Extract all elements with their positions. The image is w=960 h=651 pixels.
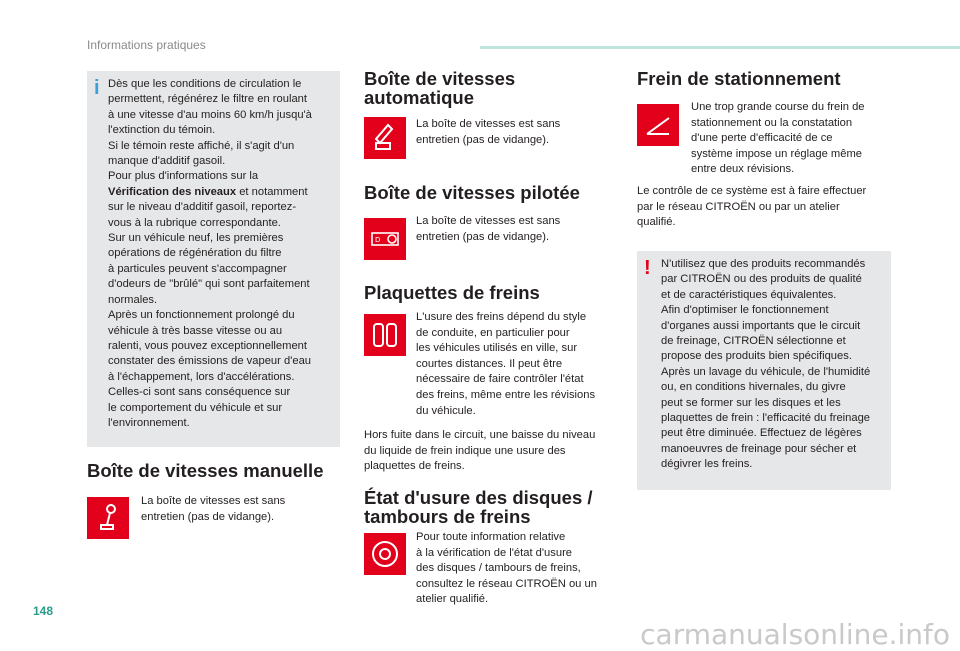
title-line: automatique <box>364 87 474 108</box>
warning-line: dégivrer les freins. <box>661 458 753 471</box>
warning-line: Après un lavage du véhicule, de l'humidité <box>661 365 871 378</box>
title-line: État d'usure des disques / <box>364 487 593 508</box>
text-line: de conduite, en particulier pour <box>416 326 570 339</box>
manual-gearbox-icon <box>87 497 129 539</box>
text-line: des freins, même entre les révisions <box>416 388 596 401</box>
brake-pads-title: Plaquettes de freins <box>364 282 540 303</box>
parking-brake-title: Frein de stationnement <box>637 68 841 89</box>
text-line: atelier qualifié. <box>416 593 489 606</box>
note-after-bold: et notamment <box>236 185 308 198</box>
note-line: Sur un véhicule neuf, les premières <box>108 232 284 245</box>
text-line: Une trop grande course du frein de <box>691 101 865 113</box>
discs-icon <box>364 533 406 575</box>
title-line: Boîte de vitesses <box>364 68 516 89</box>
warning-line: peut se former sur les disques et les <box>661 396 841 409</box>
note-line: permettent, régénérez le filtre en roulant <box>108 93 307 106</box>
warning-line: ou, en conditions hivernales, du givre <box>661 381 846 394</box>
text-line: les véhicules utilisés en ville, sur <box>416 342 578 355</box>
note-line <box>108 185 334 200</box>
note-line: vous à la rubrique correspondante. <box>108 216 281 229</box>
page-number: 148 <box>33 604 54 618</box>
note-line: opérations de régénération du filtre <box>108 247 282 260</box>
warning-line: par CITROËN ou des produits de qualité <box>661 273 862 286</box>
text-line: La boîte de vitesses est sans <box>416 118 561 130</box>
note-line: à l'échappement, lors d'accélérations. <box>108 370 295 383</box>
note-line: manque d'additif gasoil. <box>108 155 226 168</box>
text-line: entretien (pas de vidange). <box>416 230 550 243</box>
note-line: Pour plus d'informations sur la <box>108 170 259 183</box>
warning-line: propose des produits bien spécifiques. <box>661 350 852 363</box>
text-line: Le contrôle de ce système est à faire effectuer <box>637 185 867 197</box>
text-line: nécessaire de faire contrôler l'état <box>416 373 584 386</box>
note-line: à une vitesse d'au moins 60 km/h jusqu'à <box>108 108 312 121</box>
warning-line: manoeuvres de freinage pour sécher et <box>661 442 857 455</box>
note-line: à particules peuvent s'accompagner <box>108 262 287 275</box>
piloted-gearbox-title: Boîte de vitesses pilotée <box>364 182 580 203</box>
warning-box <box>637 251 891 490</box>
warning-icon: ! <box>644 257 651 279</box>
title-line: tambours de freins <box>364 506 531 527</box>
info-note-text <box>108 77 334 431</box>
note-line: Si le témoin reste affiché, il s'agit d'un <box>108 139 295 152</box>
text-line: L'usure des freins dépend du style <box>416 311 587 323</box>
note-line: sur le niveau d'additif gasoil, reportez- <box>108 201 297 214</box>
discs-title <box>364 488 593 526</box>
note-line: constater des émissions de vapeur d'eau <box>108 355 312 368</box>
warning-line: peut être diminuée. Effectuez de légères <box>661 427 862 440</box>
brake-pads-icon <box>364 314 406 356</box>
manual-gearbox-text <box>141 494 331 525</box>
svg-text:D: D <box>375 236 381 244</box>
piloted-gearbox-text <box>416 214 606 245</box>
text-line: entretien (pas de vidange). <box>141 510 275 523</box>
note-line: ralenti, vous pouvez exceptionnellement <box>108 339 308 352</box>
note-line: l'environnement. <box>108 416 190 429</box>
note-line: Dès que les conditions de circulation le <box>108 78 302 90</box>
text-line: d'une perte d'efficacité de ce <box>691 132 833 145</box>
warning-line: de freinage, CITROËN sélectionne et <box>661 335 846 348</box>
warning-line: plaquettes de frein : l'efficacité du freinage <box>661 412 871 425</box>
piloted-gearbox-icon <box>364 218 406 260</box>
text-line: du liquide de frein indique une usure des <box>364 444 566 457</box>
brake-pads-extra <box>364 428 624 475</box>
note-line: l'extinction du témoin. <box>108 124 216 137</box>
warning-line: d'organes aussi importants que le circuit <box>661 319 861 332</box>
manual-gearbox-title: Boîte de vitesses manuelle <box>87 460 324 481</box>
text-line: entre deux révisions. <box>691 163 795 176</box>
note-line: véhicule à très basse vitesse ou au <box>108 324 283 337</box>
text-line: système impose un réglage même <box>691 147 862 160</box>
automatic-gearbox-icon <box>364 117 406 159</box>
parking-brake-icon <box>637 104 679 146</box>
text-line: consultez le réseau CITROËN ou un <box>416 577 597 590</box>
note-line: d'odeurs de "brûlé" qui sont parfaitement <box>108 278 310 291</box>
parking-brake-extra <box>637 184 897 231</box>
automatic-gearbox-title <box>364 69 515 107</box>
discs-text <box>416 530 616 608</box>
text-line: courtes distances. Il peut être <box>416 357 563 370</box>
text-line: Hors fuite dans le circuit, une baisse du niveau <box>364 429 596 441</box>
text-line: plaquettes de freins. <box>364 460 465 473</box>
info-note-box <box>87 71 340 447</box>
text-line: stationnement ou la constatation <box>691 116 853 129</box>
header-bar <box>480 46 960 49</box>
warning-text <box>661 257 889 473</box>
warning-line: et de caractéristiques équivalentes. <box>661 288 837 301</box>
note-line: normales. <box>108 293 158 306</box>
text-line: La boîte de vitesses est sans <box>141 495 286 507</box>
note-line: le comportement du véhicule et sur <box>108 401 283 414</box>
warning-line: Afin d'optimiser le fonctionnement <box>661 304 829 317</box>
text-line: du véhicule. <box>416 404 476 417</box>
site-watermark: carmanualsonline.info <box>640 618 950 651</box>
text-line: Pour toute information relative <box>416 531 566 543</box>
info-icon: i <box>94 77 100 99</box>
note-line: Après un fonctionnement prolongé du <box>108 309 295 322</box>
header-section-label: Informations pratiques <box>87 38 206 52</box>
parking-brake-text <box>691 100 891 178</box>
note-line: Celles-ci sont sans conséquence sur <box>108 386 291 399</box>
note-bold-link: Vérification des niveaux <box>108 185 237 198</box>
warning-line: N'utilisez que des produits recommandés <box>661 258 866 270</box>
automatic-gearbox-text <box>416 117 606 148</box>
text-line: par le réseau CITROËN ou par un atelier <box>637 200 840 213</box>
text-line: à la vérification de l'état d'usure <box>416 546 573 559</box>
text-line: La boîte de vitesses est sans <box>416 215 561 227</box>
text-line: des disques / tambours de freins, <box>416 562 581 575</box>
text-line: qualifié. <box>637 216 676 229</box>
text-line: entretien (pas de vidange). <box>416 133 550 146</box>
brake-pads-text <box>416 310 616 419</box>
